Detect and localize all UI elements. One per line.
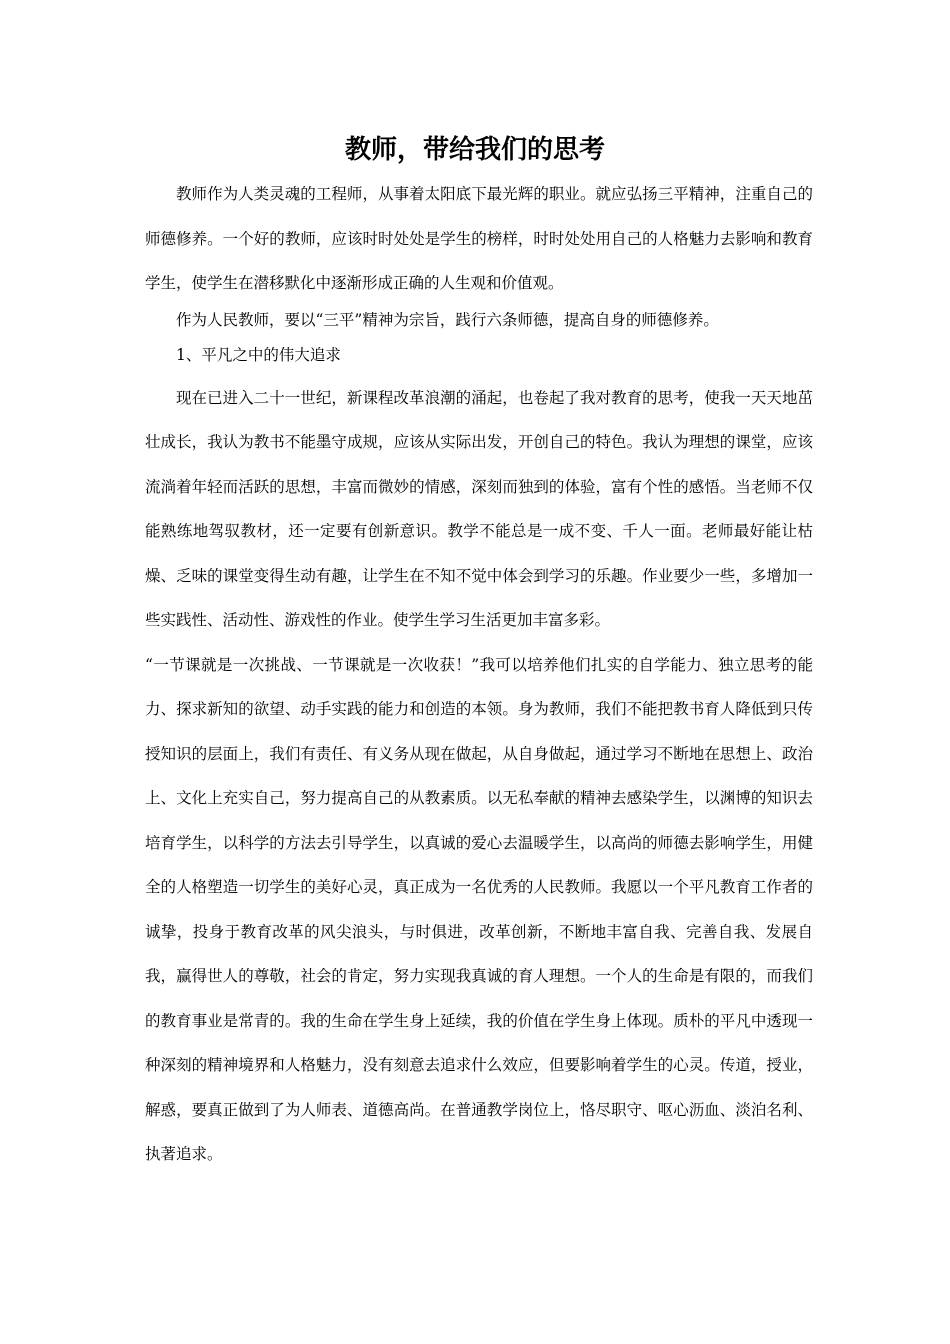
document-title: 教师，带给我们的思考 bbox=[344, 135, 605, 165]
paragraph-challenge-text: “一节课就是一次挑战、一节课就是一次收获！”我可以培养他们扎实的自学能力、独立思考的能力、探求新知的欲望、动手实践的能力和创造的本领。身为教师，我们不能把教书育人降低到只传授知识的层面上，我们有责任、有义务从现在做起，从自身做起，通过学习不断地在思想上、政治上、文化上充实自己，努力提高自己的从教素质。以无私奉献的精神去感染学生，以渊博的知识去培育学生，以科学的方法去引导学生，以真诚的爱心去温暖学生，以高尚的师德去影响学生，用健全的人格塑造一切学生的美好心灵，真正成为一名优秀的人民教师。我愿以一个平凡教育工作者的诚挚，投身于教育改革的风尖浪头，与时俱进，改革创新，不断地丰富自我、完善自我、发展自我，赢得世人的尊敬，社会的肯定，努力实现我真诚的育人理想。一个人的生命是有限的，而我们的教育事业是常青的。我的生命在学生身上延续，我的价值在学生身上体现。质朴的平凡中透现一种深刻的精神境界和人格魅力，没有刻意去追求什么效应，但要影响着学生的心灵。传道，授业，解惑，要真正做到了为人师表、道德高尚。在普通教学岗位上，恪尽职守、呕心沥血、淡泊名利、执著追求。 bbox=[145, 655, 813, 1163]
paragraph-intro bbox=[145, 172, 813, 306]
paragraph-intro-text: 教师作为人类灵魂的工程师，从事着太阳底下最光辉的职业。就应弘扬三平精神，注重自己的师德修养。一个好的教师，应该时时处处是学生的榜样，时时处处用自己的人格魅力去影响和教育学生，使学生在潜移默化中逐渐形成正确的人生观和价值观。 bbox=[145, 185, 813, 292]
paragraph-challenge bbox=[145, 643, 813, 1177]
document-body bbox=[145, 172, 813, 1177]
paragraph-three-ping-text: 作为人民教师，要以“三平”精神为宗旨，践行六条师德，提高自身的师德修养。 bbox=[176, 310, 719, 329]
paragraph-new-curriculum bbox=[145, 376, 813, 643]
section-heading-text: 1、平凡之中的伟大追求 bbox=[176, 345, 341, 364]
paragraph-new-curriculum-text: 现在已进入二十一世纪，新课程改革浪潮的涌起，也卷起了我对教育的思考，使我一天天地茁壮成长，我认为教书不能墨守成规，应该从实际出发，开创自己的特色。我认为理想的课堂，应该流淌着年轻而活跃的思想，丰富而微妙的情感，深刻而独到的体验，富有个性的感悟。当老师不仅能熟练地驾驭教材，还一定要有创新意识。教学不能总是一成不变、千人一面。老师最好能让枯燥、乏味的课堂变得生动有趣，让学生在不知不觉中体会到学习的乐趣。作业要少一些，多增加一些实践性、活动性、游戏性的作业。使学生学习生活更加丰富多彩。 bbox=[145, 388, 813, 629]
paragraph-three-ping bbox=[145, 302, 813, 339]
section-heading bbox=[145, 337, 813, 374]
